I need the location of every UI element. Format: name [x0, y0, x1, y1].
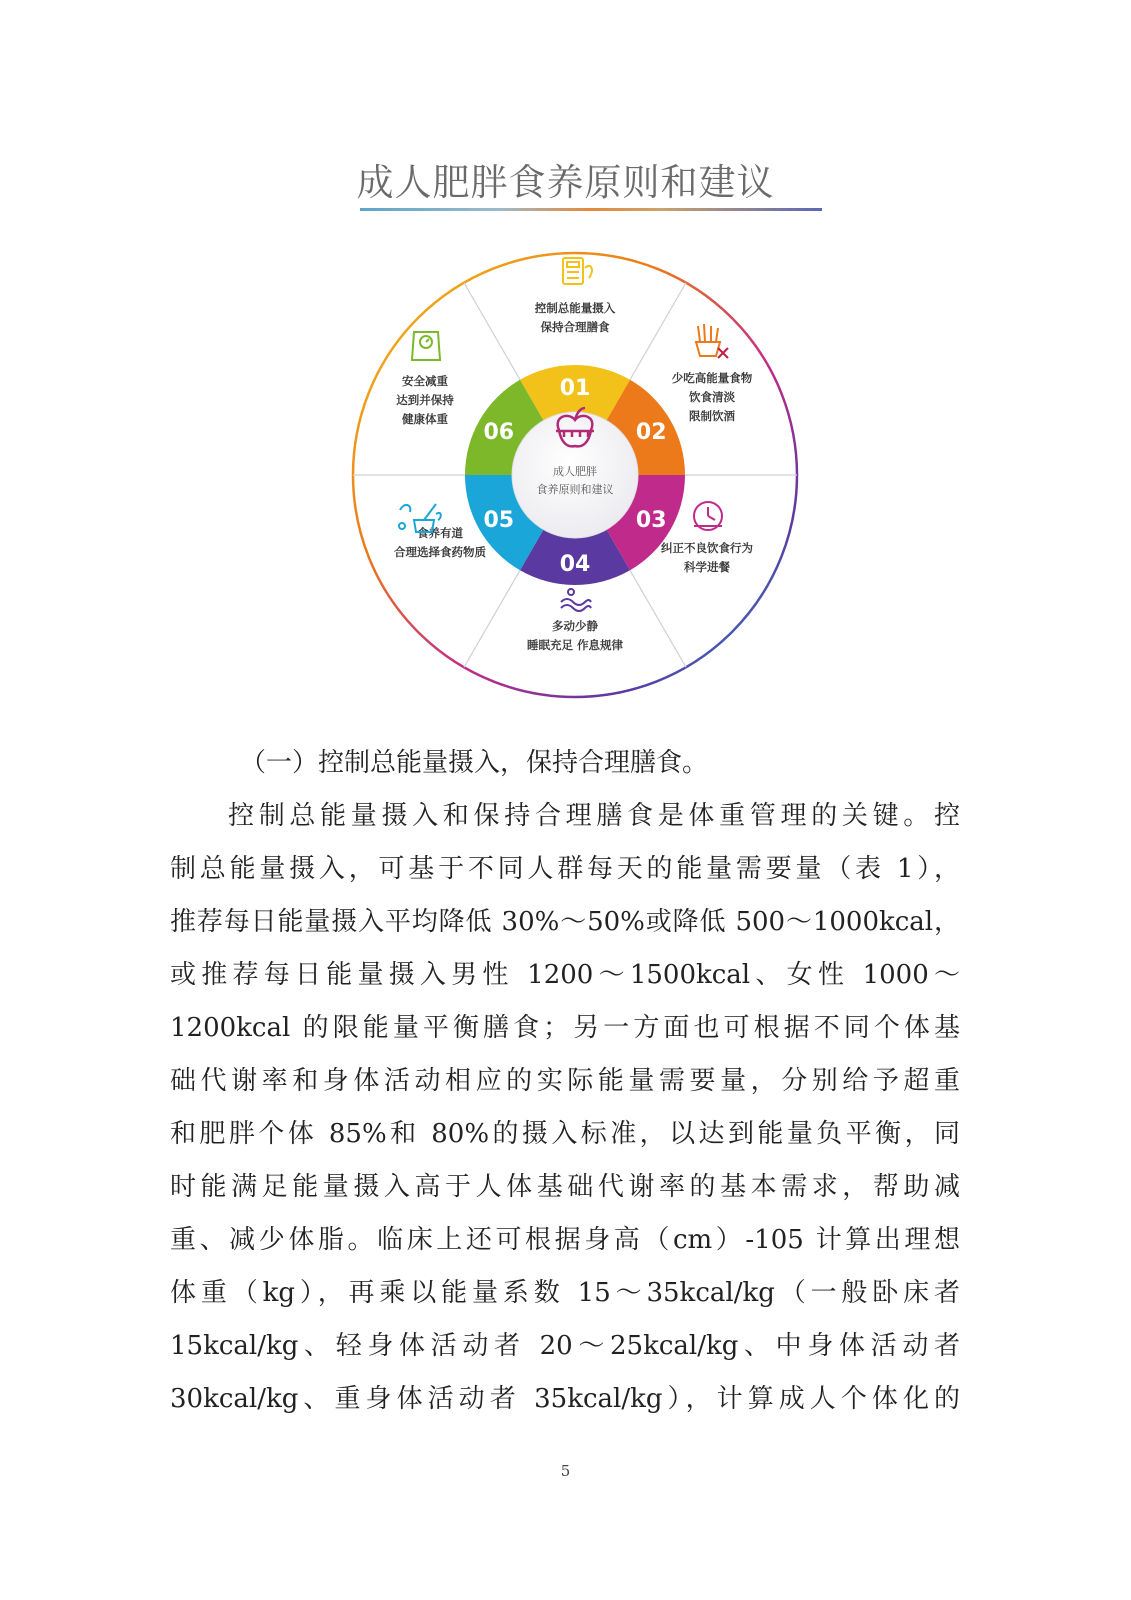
wheel-segment-label: 保持合理膳食	[540, 320, 610, 334]
wheel-segment-label: 科学进餐	[684, 560, 730, 574]
wheel-segment-label: 少吃高能量食物	[671, 371, 753, 385]
section-heading: （一）控制总能量摄入，保持合理膳食。	[240, 748, 709, 778]
wheel-segment-number: 06	[483, 420, 515, 445]
paragraph-line: 时能满足能量摄入高于人体基础代谢率的基本需求，帮助减	[170, 1172, 960, 1202]
wheel-segment-label: 饮食清淡	[689, 390, 735, 404]
wheel-segment-label: 纠正不良饮食行为	[661, 541, 753, 555]
wheel-segment-label: 控制总能量摄入	[534, 301, 616, 315]
paragraph-line: 或推荐每日能量摄入男性 1200～1500kcal、女性 1000～	[170, 960, 960, 990]
wheel-segment-label: 睡眠充足 作息规律	[526, 638, 624, 652]
paragraph-line: 和肥胖个体 85%和 80%的摄入标准，以达到能量负平衡，同	[170, 1119, 960, 1149]
wheel-segment-label: 健康体重	[402, 412, 448, 426]
wheel-segment-label: 多动少静	[552, 619, 598, 633]
paragraph-line: 重、减少体脂。临床上还可根据身高（cm）-105 计算出理想	[170, 1225, 960, 1255]
principles-wheel	[350, 250, 800, 700]
wheel-segment-label: 食养有道	[417, 526, 463, 540]
wheel-segment-number: 03	[635, 508, 667, 533]
paragraph-line: 体重（kg），再乘以能量系数 15～35kcal/kg（一般卧床者	[170, 1278, 960, 1308]
wheel-segment-number: 05	[483, 508, 515, 533]
wheel-segment-number: 02	[635, 420, 667, 445]
title-underline	[360, 208, 822, 211]
page-title: 成人肥胖食养原则和建议	[356, 161, 775, 204]
paragraph-line: 15kcal/kg、轻身体活动者 20～25kcal/kg、中身体活动者	[170, 1331, 960, 1361]
body-paragraph	[170, 790, 960, 1426]
wheel-segment-number: 04	[559, 552, 591, 577]
paragraph-line: 控制总能量摄入和保持合理膳食是体重管理的关键。控	[228, 801, 960, 831]
paragraph-line: 制总能量摄入，可基于不同人群每天的能量需要量（表 1），	[170, 854, 960, 884]
paragraph-line: 1200kcal 的限能量平衡膳食；另一方面也可根据不同个体基	[170, 1013, 960, 1043]
wheel-segment-label: 安全减重	[402, 374, 448, 388]
wheel-segment-label: 限制饮酒	[689, 409, 735, 423]
wheel-center-line-2: 食养原则和建议	[536, 483, 614, 496]
paragraph-line: 30kcal/kg、重身体活动者 35kcal/kg），计算成人个体化的	[170, 1384, 960, 1414]
wheel-segment-number: 01	[559, 376, 591, 401]
page-number: 5	[560, 1462, 571, 1480]
paragraph-line: 础代谢率和身体活动相应的实际能量需要量，分别给予超重	[170, 1066, 960, 1096]
wheel-center-line-1: 成人肥胖	[553, 465, 597, 478]
wheel-segment-label: 合理选择食药物质	[394, 545, 486, 559]
wheel-segment-label: 达到并保持	[396, 393, 454, 407]
paragraph-line: 推荐每日能量摄入平均降低 30%～50%或降低 500～1000kcal，	[170, 907, 960, 937]
